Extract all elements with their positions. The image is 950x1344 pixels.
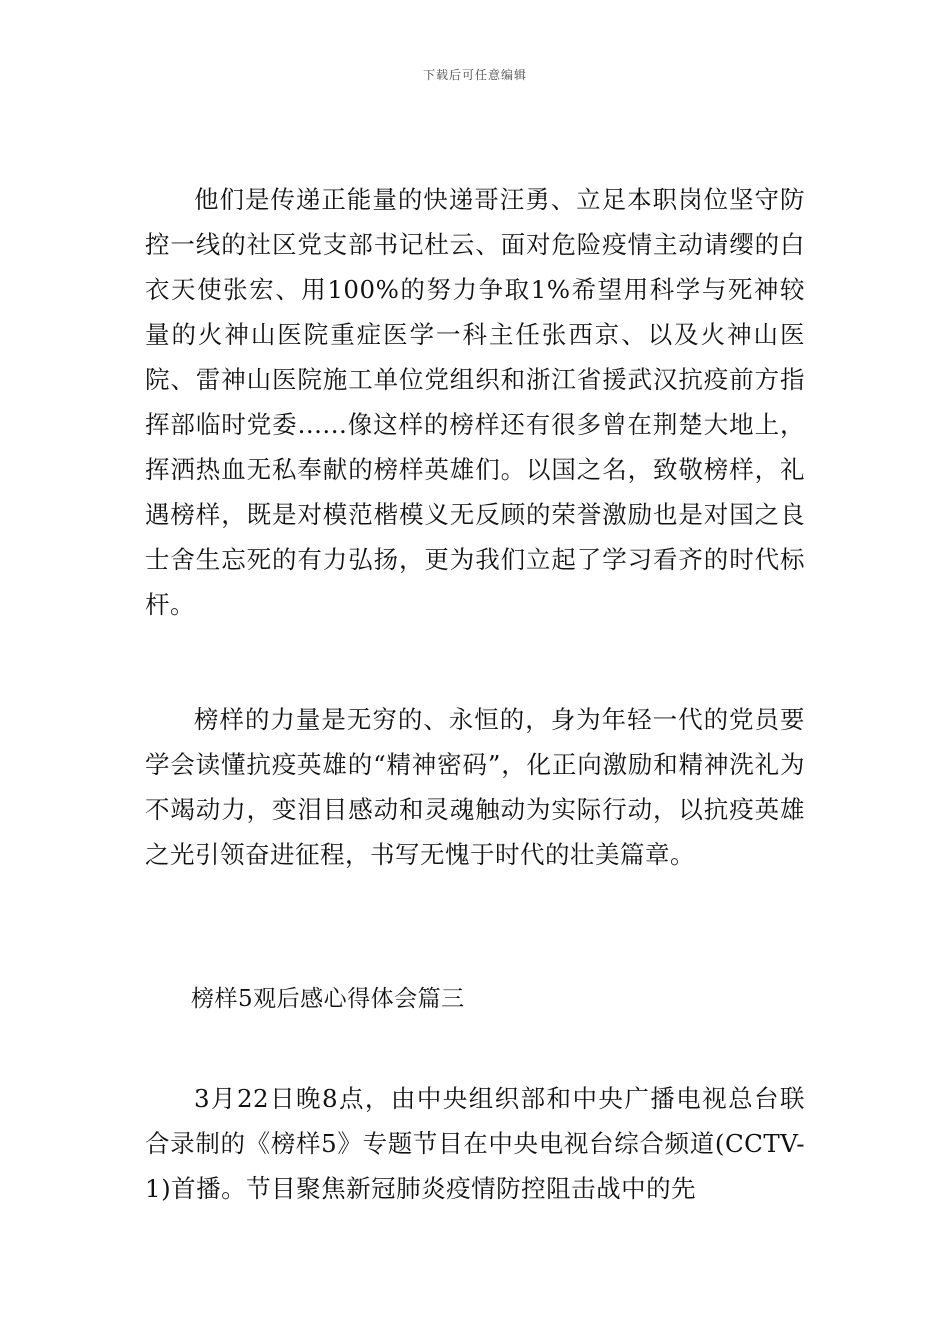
- paragraph-3: [145, 1076, 805, 1211]
- paragraph-text: 3月22日晚8点，由中央组织部和中央广播电视总台联合录制的《榜样5》专题节目在中央电视台综合频道(CCTV-1)首播。节目聚焦新冠肺炎疫情防控阻击战中的先: [145, 1084, 805, 1203]
- paragraph-2: [145, 697, 805, 877]
- section-heading-text: 榜样5观后感心得体会篇三: [191, 986, 465, 1012]
- paragraph-1: [145, 177, 805, 627]
- paragraph-text: 他们是传递正能量的快递哥汪勇、立足本职岗位坚守防控一线的社区党支部书记杜云、面对危险疫情主动请缨的白衣天使张宏、用100%的努力争取1%希望用科学与死神较量的火神山医院重症医学一科主任张西京、以及火神山医院、雷神山医院施工单位党组织和浙江省援武汉抗疫前方指挥部临时党委......像这样的榜样还有很多曾在荆楚大地上，挥洒热血无私奉献的榜样英雄们。以国之名，致敬榜样，礼遇榜样，既是对模范楷模义无反顾的荣誉激励也是对国之良士舍生忘死的有力弘扬，更为我们立起了学习看齐的时代标杆。: [145, 185, 805, 619]
- header-note: 下载后可任意编辑: [422, 68, 527, 82]
- section-heading: [145, 977, 805, 1022]
- paragraph-text: 榜样的力量是无穷的、永恒的，身为年轻一代的党员要学会读懂抗疫英雄的“精神密码”，化正向激励和精神洗礼为不竭动力，变泪目感动和灵魂触动为实际行动，以抗疫英雄之光引领奋进征程，书写无愧于时代的壮美篇章。: [145, 705, 805, 869]
